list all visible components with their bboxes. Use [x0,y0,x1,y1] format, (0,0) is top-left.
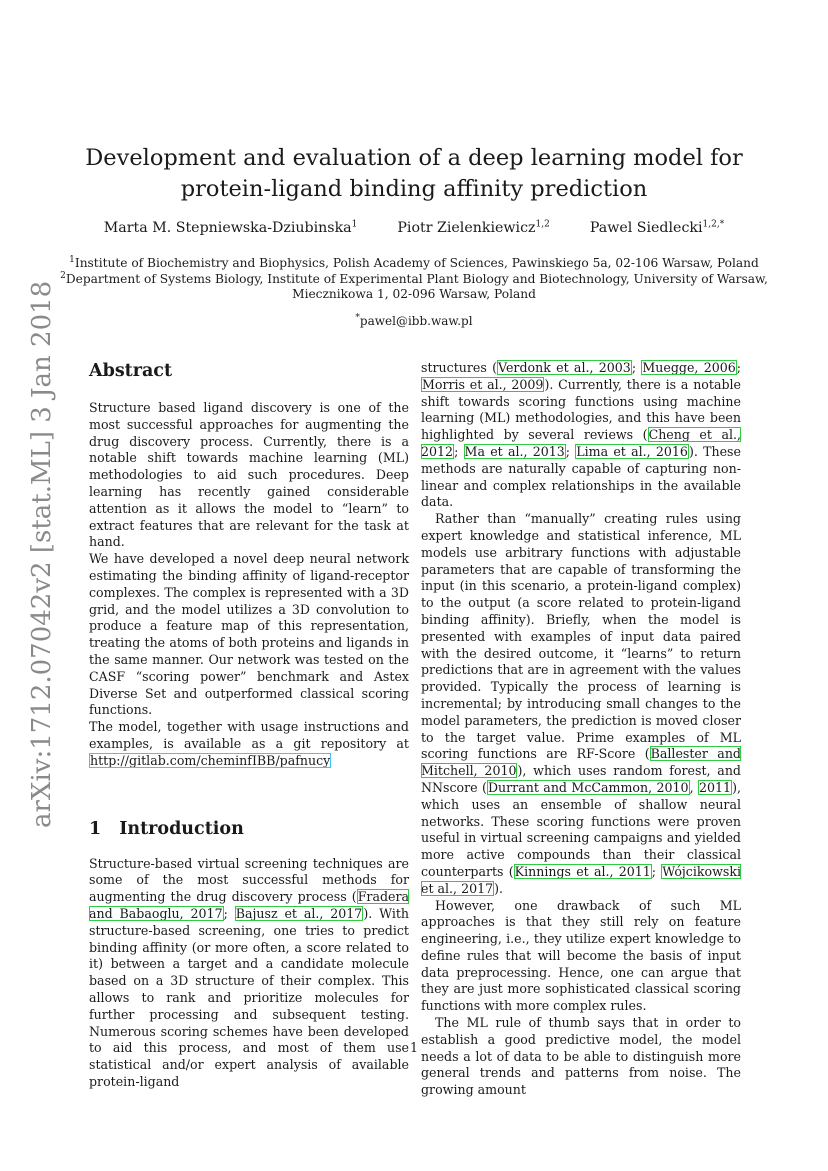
body-text: ; [223,905,235,921]
body-text: ). These methods are naturally capable of capturing non-linear and complex relationships in the available data. [421,443,741,510]
body-text: ; [651,863,662,879]
page-number: 1 [409,1040,418,1055]
author-2 [397,220,549,236]
body-text: structures ( [421,360,498,375]
abstract-paragraph-3 [89,719,409,769]
author-affiliation-mark: 1,2 [535,219,550,230]
citation-link[interactable]: Ballester and Mitchell, 2010 [421,746,741,779]
email-text: pawel@ibb.waw.pl [359,314,473,328]
citation-link[interactable]: Ma et al., 2013 [464,443,565,459]
abstract-paragraph-2: We have developed a novel deep neural network estimating the binding affinity of ligand-receptor complexes. The complex is represented with a 3D grid, and the model utilizes a 3D convolution to produce a feature map of this representation, treating the atoms of both proteins and ligands in the same manner. Our network was tested on the CASF “scoring power” benchmark and Astex Diverse Set and outperformed classical scoring functions. [89,551,409,718]
body-text: ). [494,880,504,896]
author-affiliation-mark: 1,2,* [702,219,725,230]
abstract-text: The model, together with usage instructions and examples, is available as a git repository at [89,719,409,751]
affiliation-1 [60,256,768,272]
citation-link[interactable]: Lima et al., 2016 [576,443,688,459]
author-name: Marta M. Stepniewska-Dziubinska [103,220,352,236]
citation-link[interactable]: Wójcikowski et al., 2017 [421,863,742,896]
citation-link[interactable]: Bajusz et al., 2017 [235,905,363,921]
author-list [60,220,768,236]
section-title: Introduction [119,818,244,839]
introduction-heading [89,818,409,840]
body-text: ), which uses random forest, and NNscore ( [421,763,741,795]
arxiv-identifier: arXiv:1712.07042v2 [stat.ML] 3 Jan 2018 [27,280,57,828]
citation-link[interactable]: Muegge, 2006 [642,360,736,375]
author-name: Piotr Zielenkiewicz [397,220,536,236]
corresponding-email [60,314,768,328]
section-number: 1 [89,818,102,839]
affiliation-mark: 2 [60,270,66,281]
citation-link[interactable]: Cheng et al., 2012 [421,427,741,459]
author-affiliation-mark: 1 [351,219,358,230]
citation-link[interactable]: 2011 [699,779,732,795]
right-column [421,360,741,1099]
citation-link[interactable]: Kinnings et al., 2011 [514,863,651,879]
body-text: ). With structure-based screening, one tries to predict binding affinity (or more often, a score related to it) between a target and a candidate molecule based on a 3D structure of their complex. This allows to rank and prioritize molecules for further processing and subsequent testing. Numerous scoring schemes have been developed to aid this process, and most of them use statistical and/or expert analysis of available protein-ligand [89,905,410,1089]
affiliation-2-line-2: Miecznikowa 1, 02-096 Warsaw, Poland [292,287,536,301]
right-paragraph-2 [421,511,741,897]
body-text: ), which uses an ensemble of shallow neural networks. These scoring functions were proven useful in virtual screening campaigns and yielded more active compounds than their classical counterparts ( [421,779,741,879]
body-text: ; [736,360,742,375]
citation-link[interactable]: Morris et al., 2009 [422,376,544,392]
body-text: Structure-based virtual screening techniques are some of the most successful methods for augmenting the drug discovery process ( [89,855,409,905]
author-3 [590,220,724,236]
abstract-heading: Abstract [89,361,173,381]
affiliation-2 [60,272,768,288]
author-name: Pawel Siedlecki [589,220,703,236]
citation-link[interactable]: Fradera and Babaoglu, 2017 [89,889,409,921]
left-column [89,360,409,1091]
affiliation-text: Institute of Biochemistry and Biophysics, Polish Academy of Sciences, Pawinskiego 5a, 02-106 Warsaw, Poland [74,256,759,270]
title-line-2: protein-ligand binding affinity prediction [180,176,648,202]
title-line-1: Development and evaluation of a deep learning model for [85,145,743,171]
affiliations [60,256,768,303]
body-text: Rather than “manually” creating rules using expert knowledge and statistical inference, ML models use arbitrary functions with adjustable parameters that are capable of transforming the input (in this scenario, a protein-ligand complex) to the output (a score related to protein-ligand binding affinity). Briefly, when the model is presented with examples of input data paired with the desired outcome, it “learns” to return predictions that are in agreement with the values provided. Typically the process of learning is incremental; by introducing small changes to the model parameters, the prediction is moved closer to the target value. Prime examples of ML scoring functions are RF-Score ( [421,511,741,762]
right-paragraph-1 [421,360,741,511]
body-text: ). Currently, there is a notable shift towards scoring functions using machine learning (ML) methodologies, and this have been highlighted by several reviews ( [421,376,742,443]
right-paragraph-4: The ML rule of thumb says that in order to establish a good predictive model, the model needs a lot of data to be able to distinguish more general trends and patterns from noise. The growing amount [421,1015,741,1098]
affiliation-mark: 1 [69,254,75,265]
corresponding-mark: * [355,313,360,323]
citation-link[interactable]: Durrant and McCammon, 2010 [487,779,689,795]
citation-link[interactable]: Verdonk et al., 2003 [498,360,631,375]
repository-link[interactable]: http://gitlab.com/cheminfIBB/pafnucy [90,752,331,768]
right-paragraph-3: However, one drawback of such ML approaches is that they still rely on feature engineering, i.e., they utilize expert knowledge to define rules that will become the basis of input data preprocessing. Hence, one can argue that they are just more sophisticated classical scoring functions with more complex rules. [421,897,741,1014]
intro-paragraph-1 [89,856,409,1091]
body-text: , [689,779,699,795]
paper-title [60,143,768,205]
body-text: ; [631,360,642,375]
affiliation-text: Department of Systems Biology, Institute of Experimental Plant Biology and Biotechnology, University of Warsaw, [65,271,768,286]
body-text: ; [454,443,464,459]
body-text: ; [565,443,576,459]
author-1 [104,220,358,236]
abstract-paragraph-1: Structure based ligand discovery is one of the most successful approaches for augmenting the drug discovery process. Currently, there is a notable shift towards machine learning (ML) methodologies to aid such procedures. Deep learning has recently gained considerable attention as it allows the model to “learn” to extract features that are relevant for the task at hand. [89,400,409,550]
